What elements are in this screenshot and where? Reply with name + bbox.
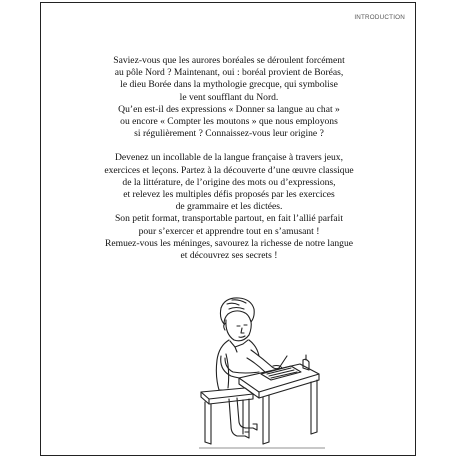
paragraph-2 <box>81 152 377 262</box>
text-line: Son petit format, transportable partout, en fait l’allié parfait <box>114 213 344 225</box>
text-line: exercices et leçons. Partez à la découverte d’une œuvre classique <box>104 164 354 176</box>
text-line: Qu’en est-il des expressions « Donner sa langue au chat » <box>118 103 340 115</box>
book-page <box>40 2 416 456</box>
text-line: pour s’exercer et apprendre tout en s’amusant ! <box>138 225 320 237</box>
text-line: de grammaire et les dictées. <box>175 201 283 213</box>
paragraph-1 <box>81 55 377 140</box>
text-line: ou encore « Compter les moutons » que nous employons <box>120 116 338 128</box>
text-line: le vent soufflant du Nord. <box>179 91 279 103</box>
text-line: de la littérature, de l’origine des mots ou d’expressions, <box>122 176 336 188</box>
text-line: Remuez-vous les méninges, savourez la richesse de notre langue <box>104 237 354 249</box>
text-line: si régulièrement ? Connaissez-vous leur origine ? <box>134 128 324 140</box>
text-line: le dieu Borée dans la mythologie grecque, qui symbolise <box>120 79 338 91</box>
intro-text <box>81 55 377 274</box>
text-line: Devenez un incollable de la langue française à travers jeux, <box>114 152 343 164</box>
text-line: et découvrez ses secrets ! <box>180 250 278 262</box>
text-line: au pôle Nord ? Maintenant, oui : boréal provient de Boréas, <box>114 67 344 79</box>
text-line: Saviez-vous que les aurores boréales se déroulent forcément <box>113 55 345 66</box>
text-line: et relevez les multiples défis proposés par les exercices <box>123 189 335 201</box>
section-header: INTRODUCTION <box>354 14 405 21</box>
schoolboy-writing-at-desk-icon <box>199 294 325 452</box>
